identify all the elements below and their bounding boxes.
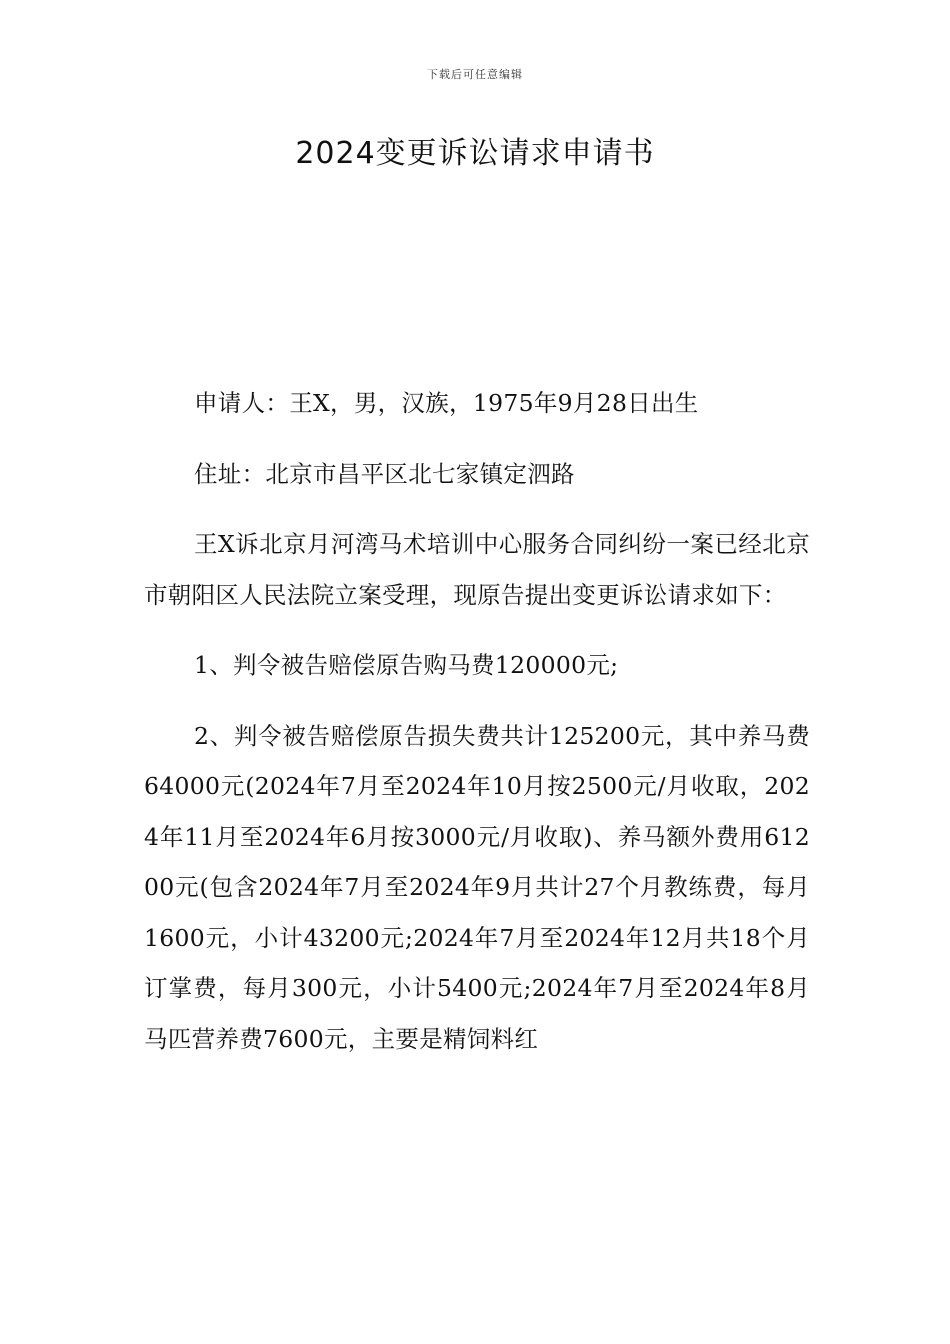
paragraph-gap (144, 429, 810, 449)
claim-1-paragraph: 1、判令被告赔偿原告购马费120000元; (194, 651, 619, 679)
document-body (144, 378, 810, 1064)
document-title: 2024变更诉讼请求申请书 (295, 136, 655, 171)
claim-2-paragraph: 2、判令被告赔偿原告损失费共计125200元，其中养马费64000元(2024年7月至2024年10月按2500元/月收取，2024年11月至2024年6月按3000元/月收取)、养马额外费用61200元(包含2024年7月至2024年9月共计27个月教练费，每月1600元，小计43200元;2024年7月至2024年12月共18个月订掌费，每月300元，小计5400元;2024年7月至2024年8月马匹营养费7600元，主要是精饲料红 (144, 721, 810, 1053)
paragraph-gap (144, 499, 810, 519)
header-note: 下载后可任意编辑 (427, 68, 523, 81)
case-paragraph: 王X诉北京月河湾马术培训中心服务合同纠纷一案已经北京市朝阳区人民法院立案受理，现原告提出变更诉讼请求如下： (144, 530, 810, 609)
applicant-paragraph: 申请人：王X，男，汉族，1975年9月28日出生 (194, 389, 699, 417)
paragraph-gap (144, 691, 810, 711)
paragraph-gap (144, 620, 810, 640)
address-paragraph: 住址：北京市昌平区北七家镇定泗路 (194, 459, 575, 488)
